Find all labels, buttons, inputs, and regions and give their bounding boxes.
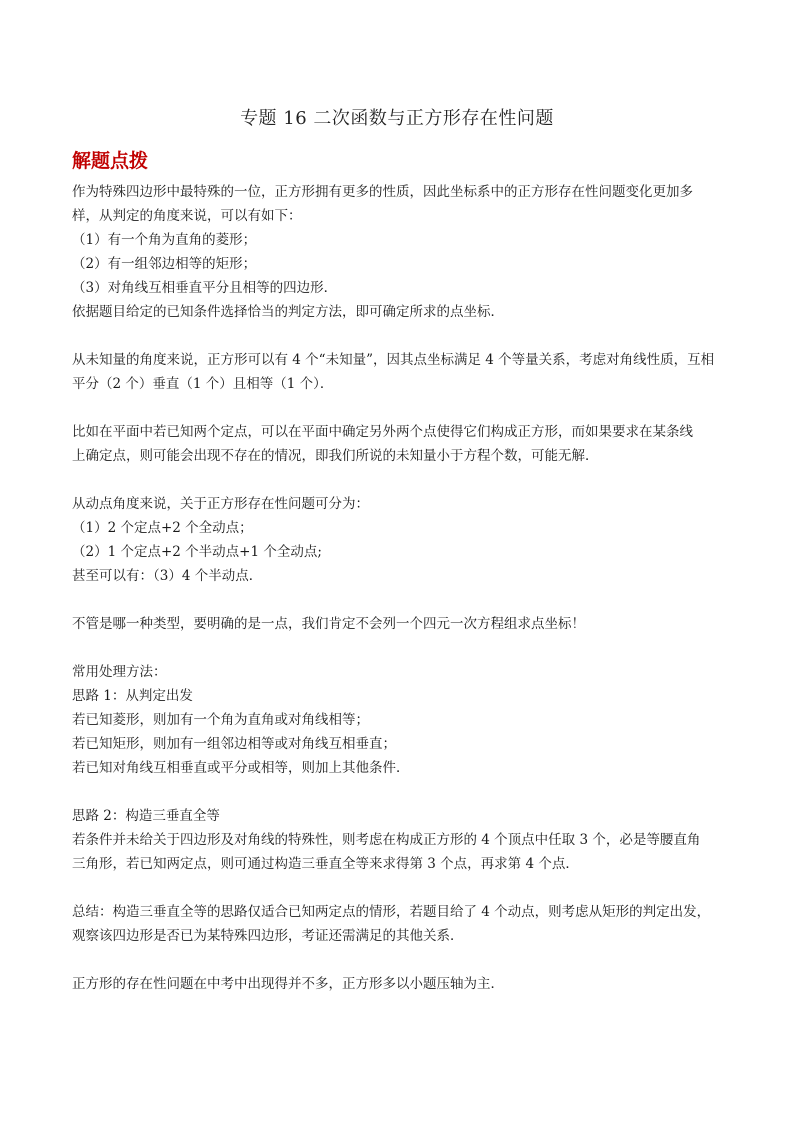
- text-line: 样，从判定的角度来说，可以有如下：: [72, 208, 302, 224]
- text-line: 从动点角度来说，关于正方形存在性问题可分为：: [72, 496, 369, 512]
- text-line: 观察该四边形是否已为某特殊四边形，考证还需满足的其他关系．: [72, 928, 464, 944]
- text-line: 总结：构造三垂直全等的思路仅适合已知两定点的情形，若题目给了 4 个动点，则考虑从矩形的判定出发，: [72, 904, 711, 920]
- text-line: 上确定点，则可能会出现不存在的情况，即我们所说的未知量小于方程个数，可能无解．: [72, 448, 599, 464]
- text-line: 不管是哪一种类型，要明确的是一点，我们肯定不会列一个四元一次方程组求点坐标！: [72, 616, 585, 632]
- text-line: 依据题目给定的已知条件选择恰当的判定方法，即可确定所求的点坐标．: [72, 304, 504, 320]
- text-line: 三角形，若已知两定点，则可通过构造三垂直全等来求得第 3 个点，再求第 4 个点．: [72, 856, 579, 872]
- text-line: 甚至可以有：（3）4 个半动点．: [72, 568, 263, 584]
- text-line: 常用处理方法：: [72, 664, 167, 680]
- page-title: 专题 16 二次函数与正方形存在性问题: [240, 108, 554, 129]
- text-line: 若已知矩形，则加有一组邻边相等或对角线互相垂直；: [72, 736, 396, 752]
- list-item: （2）1 个定点+2 个半动点+1 个全动点;: [72, 544, 322, 560]
- section-heading: 解题点拨: [72, 150, 149, 172]
- text-line: 思路 2：构造三垂直全等: [72, 808, 220, 824]
- list-item: （2）有一组邻边相等的矩形；: [72, 256, 257, 272]
- text-line: 思路 1：从判定出发: [72, 688, 193, 704]
- text-line: 从未知量的角度来说，正方形可以有 4 个“未知量”，因其点坐标满足 4 个等量关系，考虑对角线性质，互相: [72, 352, 715, 368]
- text-line: 作为特殊四边形中最特殊的一位，正方形拥有更多的性质，因此坐标系中的正方形存在性问题变化更加多: [72, 184, 693, 200]
- text-line: 比如在平面中若已知两个定点，可以在平面中确定另外两个点使得它们构成正方形，而如果要求在某条线: [72, 424, 693, 440]
- text-line: 正方形的存在性问题在中考中出现得并不多，正方形多以小题压轴为主．: [72, 976, 504, 992]
- text-line: 若已知菱形，则加有一个角为直角或对角线相等；: [72, 712, 369, 728]
- document-body: [72, 180, 724, 996]
- list-item: （3）对角线互相垂直平分且相等的四边形．: [72, 280, 338, 296]
- text-line: 平分（2 个）垂直（1 个）且相等（1 个）．: [72, 376, 334, 392]
- list-item: （1）2 个定点+2 个全动点；: [72, 520, 253, 536]
- text-line: 若条件并未给关于四边形及对角线的特殊性，则考虑在构成正方形的 4 个顶点中任取 3 个，必是等腰直角: [72, 832, 701, 848]
- text-line: 若已知对角线互相垂直或平分或相等，则加上其他条件．: [72, 760, 410, 776]
- list-item: （1）有一个角为直角的菱形；: [72, 232, 257, 248]
